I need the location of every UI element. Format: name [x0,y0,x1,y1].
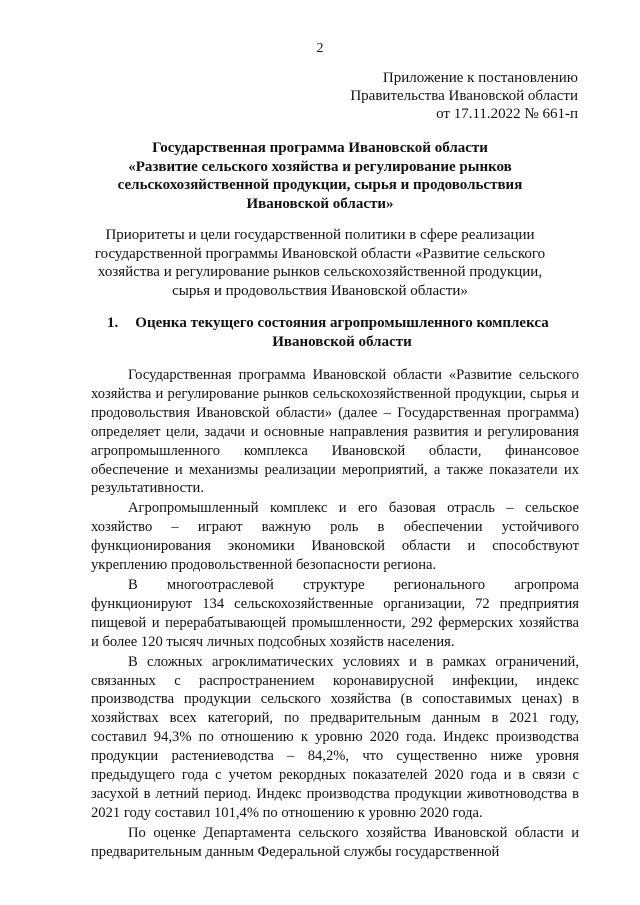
appendix-line: Приложение к постановлению [382,70,578,86]
title-line: сельскохозяйственной продукции, сырья и продовольствия [117,177,523,193]
paragraph: В сложных агроклиматических условиях и в рамках ограничений, связанных с распространением коронавирусной инфекции, индекс производства продукции сельского хозяйства (в сопоставимых ценах) в хозяйствах всех категорий, по предварительным данным в 2021 году, составил 94,3% по отношению к уровню 2020 года. Индекс производства продукции растениеводства – 84,2%, что существенно ниже уровня предыдущего года с учетом рекордных показателей 2020 года и в связи с засухой в летний период. Индекс производства продукции животноводства в 2021 году составил 101,4% по отношению к уровню 2020 года. [91,653,579,821]
page-number: 2 [316,41,324,56]
body-text [91,366,579,863]
paragraph: Агропромышленный комплекс и его базовая отрасль – сельское хозяйство – играют важную роль в обеспечении устойчивого функционирования экономики Ивановской области и способствуют укреплению продовольственной безопасности региона. [91,500,579,574]
appendix-header [278,69,578,123]
section-number: 1. [107,315,119,331]
paragraph: По оценке Департамента сельского хозяйства Ивановской области и предварительным данным Федеральной службы государственной [91,824,579,860]
title-line: «Развитие сельского хозяйства и регулирование рынков [128,158,512,175]
subtitle-line: хозяйства и регулирование рынков сельскохозяйственной продукции, [97,264,543,280]
section-title-line: Оценка текущего состояния агропромышленного комплекса [135,315,549,331]
section-heading [107,314,577,351]
section-title-line: Ивановской области [272,333,412,350]
subtitle-line: сырья и продовольствия Ивановской области» [172,282,468,299]
paragraph: В многоотраслевой структуре регионального агропрома функционируют 134 сельскохозяйственные организации, 72 предприятия пищевой и перерабатывающей промышленности, 292 фермерских хозяйства и более 120 тысяч личных подсобных хозяйств населения. [91,576,579,650]
appendix-line: от 17.11.2022 № 661-п [436,106,578,122]
title-line: Государственная программа Ивановской области [152,140,488,156]
program-title [70,139,570,213]
subtitle-line: государственной программы Ивановской области «Развитие сельского [94,245,546,262]
appendix-line: Правительства Ивановской области [350,88,578,104]
title-line: Ивановской области» [246,195,394,212]
paragraph: Государственная программа Ивановской области «Развитие сельского хозяйства и регулирование рынков сельскохозяйственной продукции, сырья и продовольствия Ивановской области» (далее – Государственная программа) определяет цели, задачи и основные направления развития и регулирования агропромышленного комплекса Ивановской области, финансовое обеспечение и механизмы реализации мероприятий, а также показатели их результативности. [91,367,579,497]
subtitle-line: Приоритеты и цели государственной политики в сфере реализации [105,227,535,243]
program-subtitle [70,226,570,300]
